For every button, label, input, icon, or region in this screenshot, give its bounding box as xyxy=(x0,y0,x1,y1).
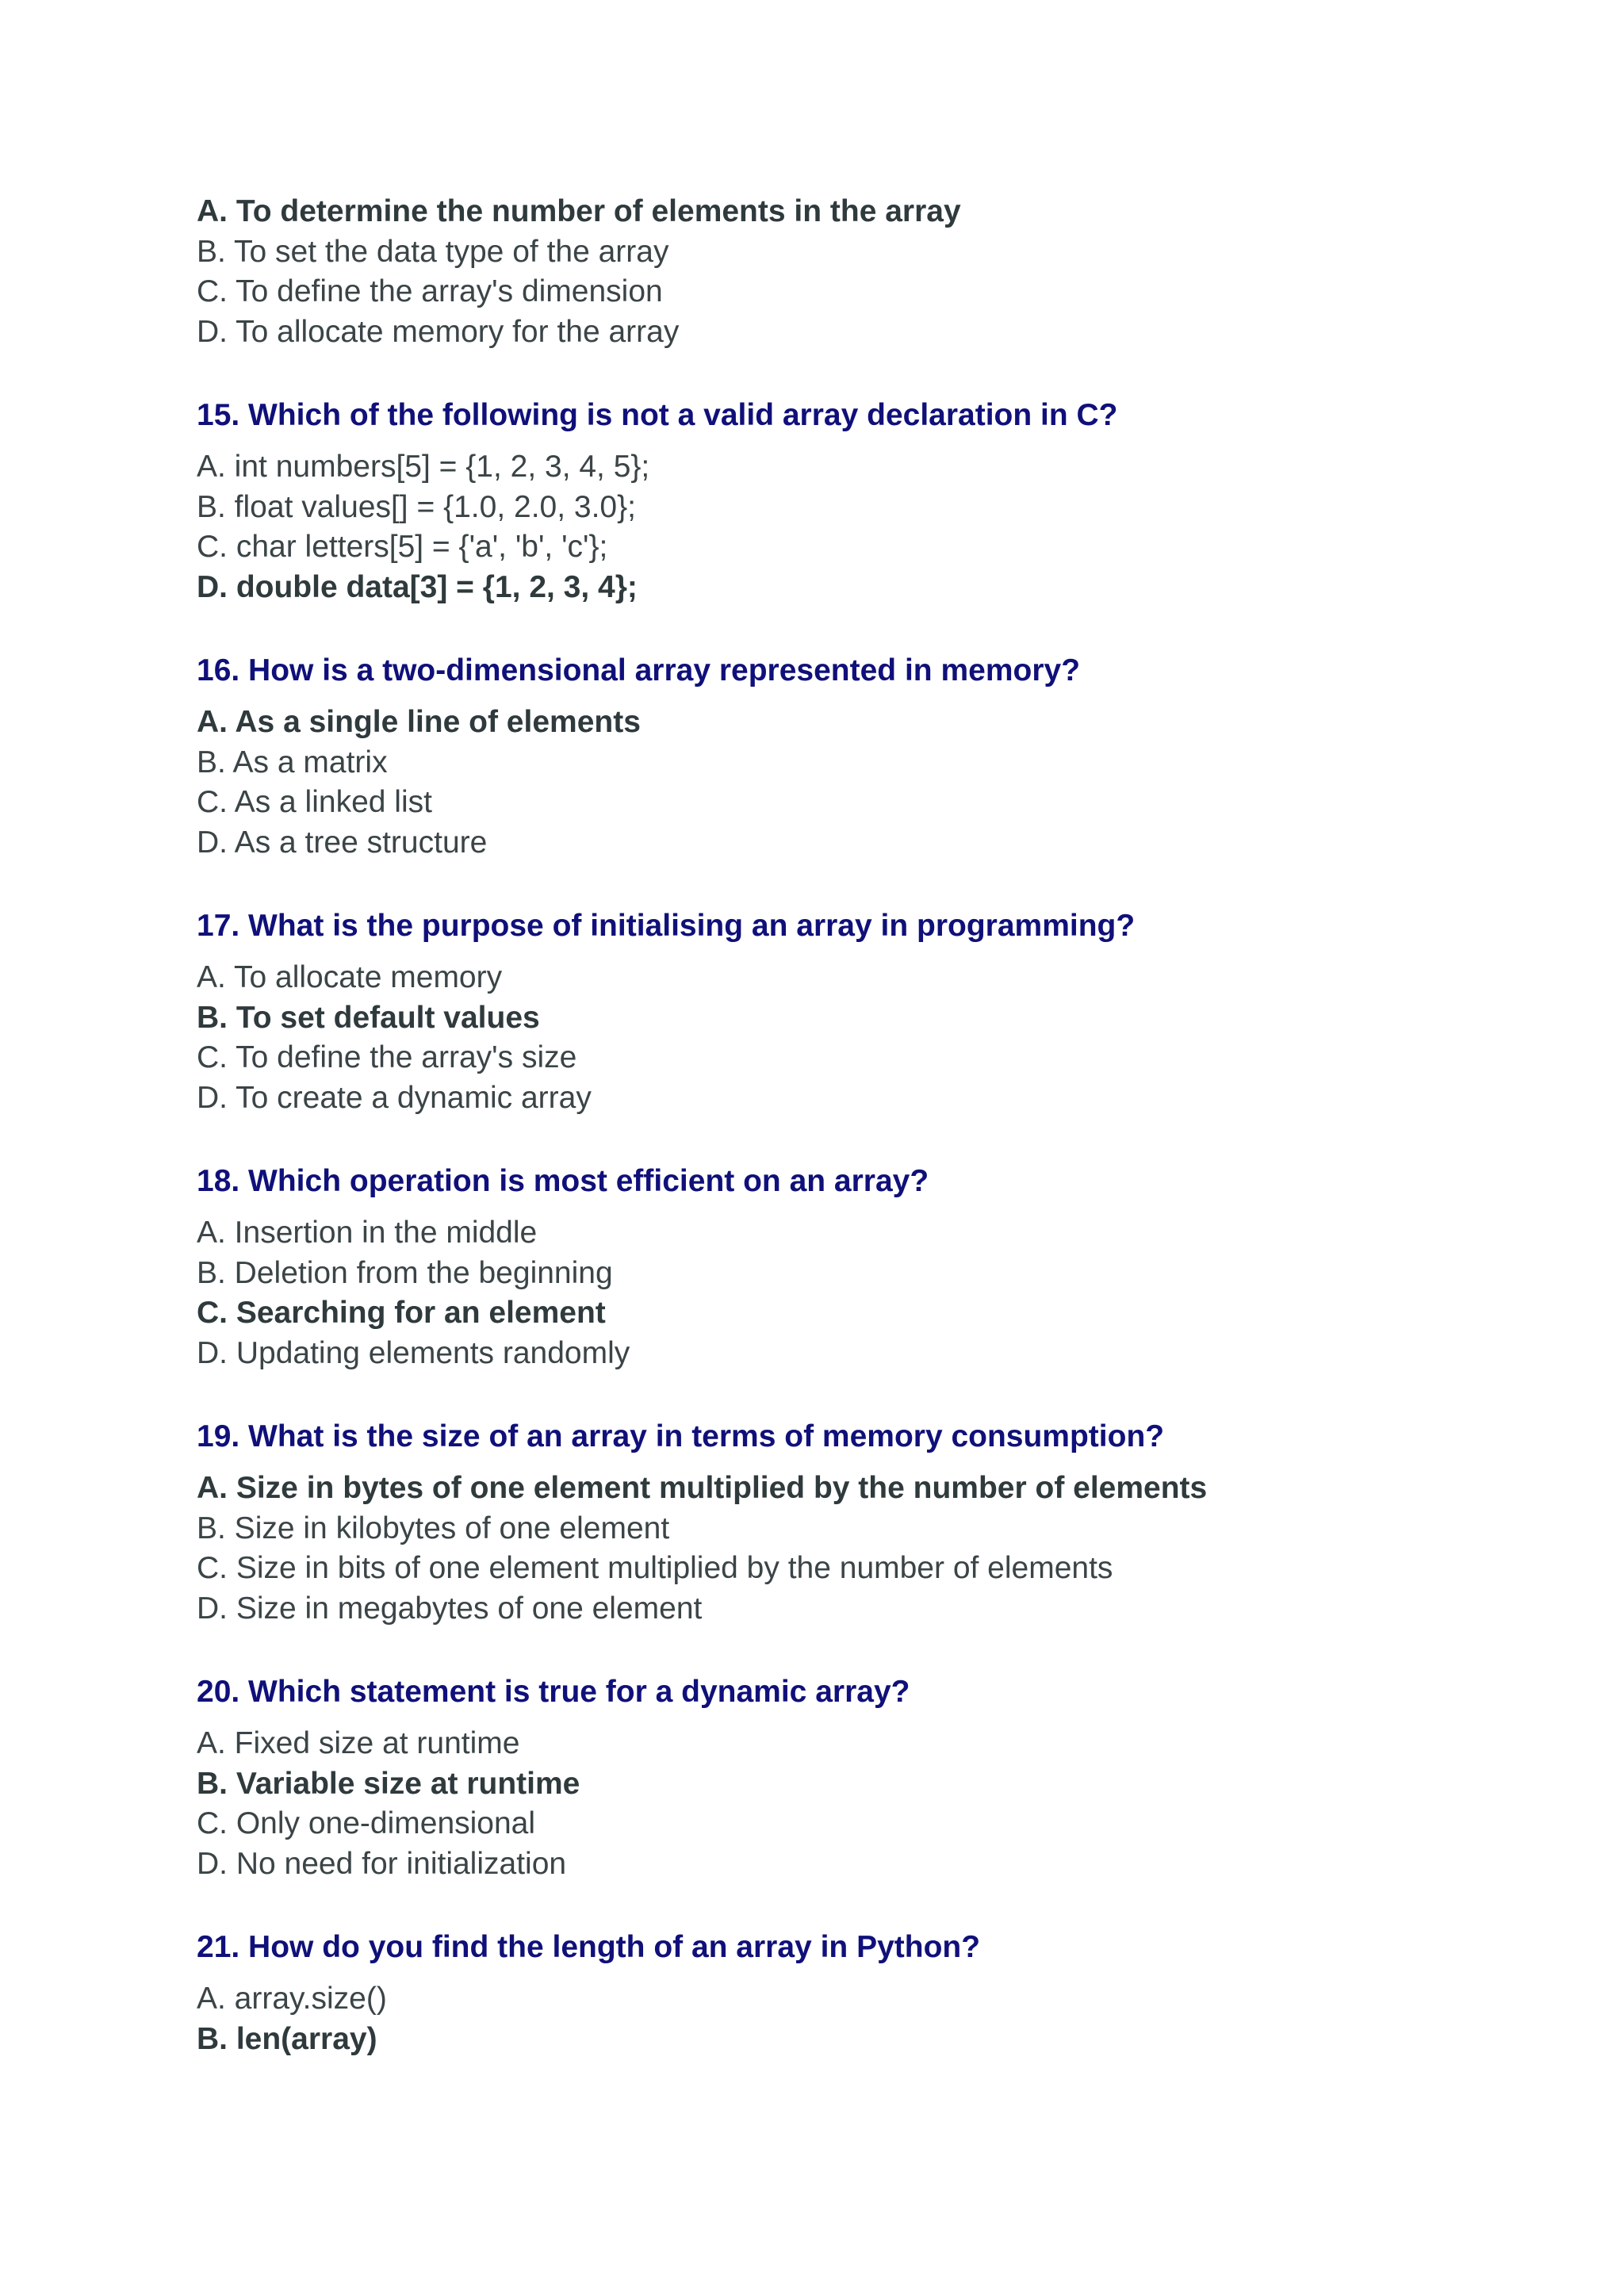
option-c: C. As a linked list xyxy=(197,785,432,819)
option-d: D. double data[3] = {1, 2, 3, 4}; xyxy=(197,569,638,604)
question-16 xyxy=(197,652,1465,863)
option-a: A. To determine the number of elements in the array xyxy=(197,194,961,228)
option-b: B. float values[] = {1.0, 2.0, 3.0}; xyxy=(197,489,636,524)
question-18 xyxy=(197,1162,1465,1373)
option-b: B. Deletion from the beginning xyxy=(197,1255,613,1290)
option-c: C. Size in bits of one element multiplied by the number of elements xyxy=(197,1551,1113,1585)
option-d: D. To allocate memory for the array xyxy=(197,314,680,349)
option-b: B. Variable size at runtime xyxy=(197,1766,580,1801)
option-b: B. len(array) xyxy=(197,2021,377,2056)
question-title: 17. What is the purpose of initialising an array in programming? xyxy=(197,909,1136,943)
document-page xyxy=(197,192,1465,2059)
option-a: A. int numbers[5] = {1, 2, 3, 4, 5}; xyxy=(197,450,650,484)
option-c: C. Searching for an element xyxy=(197,1296,606,1330)
question-title: 21. How do you find the length of an array in Python? xyxy=(197,1930,981,1964)
option-d: D. No need for initialization xyxy=(197,1846,567,1881)
option-d: D. Updating elements randomly xyxy=(197,1335,630,1370)
option-d: D. To create a dynamic array xyxy=(197,1080,592,1115)
option-b: B. To set default values xyxy=(197,1000,540,1035)
question-title: 20. Which statement is true for a dynamic array? xyxy=(197,1675,910,1709)
question-title: 15. Which of the following is not a valid array declaration in C? xyxy=(197,398,1118,432)
option-a: A. Fixed size at runtime xyxy=(197,1726,520,1760)
option-a: A. To allocate memory xyxy=(197,960,503,994)
option-d: D. Size in megabytes of one element xyxy=(197,1591,703,1626)
option-b: B. Size in kilobytes of one element xyxy=(197,1511,670,1545)
question-21 xyxy=(197,1928,1465,2059)
option-a: A. Insertion in the middle xyxy=(197,1216,538,1250)
option-b: B. To set the data type of the array xyxy=(197,234,669,269)
intro-options xyxy=(197,192,1465,352)
option-a: A. As a single line of elements xyxy=(197,705,641,739)
option-d: D. As a tree structure xyxy=(197,825,488,860)
option-a: A. array.size() xyxy=(197,1982,387,2016)
question-title: 18. Which operation is most efficient on an array? xyxy=(197,1164,929,1198)
question-title: 16. How is a two-dimensional array represented in memory? xyxy=(197,653,1081,687)
option-b: B. As a matrix xyxy=(197,745,388,779)
question-20 xyxy=(197,1673,1465,1884)
option-c: C. To define the array's size xyxy=(197,1040,577,1074)
option-a: A. Size in bytes of one element multiplied by the number of elements xyxy=(197,1471,1208,1505)
option-c: C. char letters[5] = {'a', 'b', 'c'}; xyxy=(197,530,608,564)
option-c: C. Only one-dimensional xyxy=(197,1806,536,1840)
option-c: C. To define the array's dimension xyxy=(197,274,663,308)
question-15 xyxy=(197,396,1465,607)
question-19 xyxy=(197,1418,1465,1629)
question-17 xyxy=(197,907,1465,1118)
question-title: 19. What is the size of an array in terms of memory consumption? xyxy=(197,1419,1165,1453)
